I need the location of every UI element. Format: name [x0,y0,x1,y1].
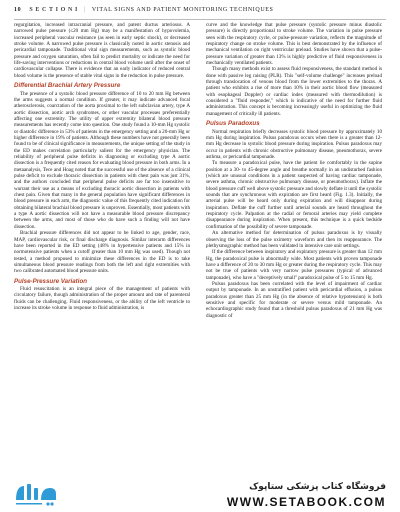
store-url[interactable]: WWW.SETABOOK.COM [226,495,386,509]
section-label: S E C T I O N I [29,7,78,13]
right-column [206,22,382,484]
paragraph: Brachial pressure differences did not appear to be linked to age, gender, race, MAP, cardiovascular risk, or final discharge diagnosis. Similar interarm differences have been reported in the ED setting (48% in hypertensive patients and 15% in normotensive patients when a cutoff greater than 10 mm Hg was used). Though not tested, a method proposed to minimize these differences in the ED is to take simultaneous blood pressure readings from both the left and right extremities with two calibrated automated blood pressure units. [14,230,190,275]
setabook-logo-icon [10,476,62,510]
running-head: 10 S E C T I O N I | VITAL SIGNS AND PATIENT MONITORING TECHNIQUES [14,7,274,13]
paragraph: The presence of a systolic blood pressure difference of 10 to 20 mm Hg between the arms suggests a normal condition. If greater, it may indicate advanced focal atherosclerosis, coarctation of the aorta proximal to the left subclavian artery, type A aortic dissection, aortic arch syndromes, or other vascular processes preferentially affecting one extremity. The utility of upper extremity bilateral blood pressure measurements has recently come into question. One study found a 10-mm Hg systolic or diastolic difference in 53% of patients in the emergency setting and a 20-mm Hg or higher difference in 19% of patients. Although these numbers have not generally been found to be of clinical significance in measurements, the unique setting of the study in the ED makes correlation particularly salient for the emergency physician. The reliability of peripheral pulse deficits in diagnosing or excluding type A aortic dissection is a frequently cited reason for evaluating blood pressure in both arms. In a metaanalysis, Tece and Hoag noted that the successful use of the absence of a clinical pulse deficit to exclude thoracic dissection in patients with chest pain was just 31%, and the authors concluded that peripheral pulse deficits are far too insensitive to warrant their use as a means of excluding thoracic aortic dissection in patients with chest pain. Given that many in the general population have significant differences in blood pressure in each arm, the diagnostic value of this frequently cited indication for obtaining bilateral brachial blood pressure is unproven. Essentially, most patients with a type A aortic dissection will not have a measurable blood pressure discrepancy between the arms, and most of those who do have such a finding will not have dissection. [14,90,190,230]
watermark-footer [0,476,400,512]
paragraph: regurgitation, increased intracranial pressure, and patent ductus arteriosus. A narrowed pulse pressure (≤20 mm Hg) may be a manifestation of hypovolemia, increased peripheral vascular resistance (as seen in early septic shock), or decreased stroke volume. A narrowed pulse pressure is classically noted in aortic stenosis and pericardial tamponade. Traditional vital sign measurements, such as systolic blood pressure and oxygen saturation, often fail to predict mortality or indicate the need for life-saving interventions or reductions in central blood volume until after the onset of cardiovascular collapse. There is evidence that an early indicator of reduced central blood volume is the presence of stable vital signs in the reduction in pulse pressure. [14,22,190,79]
paragraph: Though many methods exist to assess fluid responsiveness, the standard method is done with passive leg raising (PLR). This "self-volume challenge" increases preload through translocation of venous blood from the lower extremities to the thorax. A patient who exhibits a rise of more than 10% in their aortic blood flow (measured with esophageal Doppler) or cardiac index (measured with thermodilution) is considered a "fluid responder," which is indicative of the need for further fluid administration. This concept is becoming increasingly useful in optimizing the fluid management of critically ill patients. [206,66,382,117]
chapter-title: VITAL SIGNS AND PATIENT MONITORING TECHNIQUES [91,7,274,13]
store-name: فروشگاه کتاب پزشکی ستاپوک [249,482,386,492]
header-divider [14,19,386,20]
paragraph: Fluid resuscitation is an integral piece of the management of patients with circulatory failure, though administration of the proper amount and rate of parenteral fluids can be challenging. Fluid responsiveness, or the ability of the left ventricle to increase its stroke volume in response to fluid administration, is [14,286,190,312]
section-heading-pulse-pressure-variation: Pulse-Pressure Variation [14,277,88,285]
left-column [14,22,190,484]
section-heading-pulsus-paradoxus: Pulsus Paradoxus [206,120,260,128]
paragraph: Normal respiration briefly decreases systolic blood pressure by approximately 10 mm Hg during inspiration. Pulsus paradoxus occurs when there is a greater than 12-mm Hg decrease in systolic blood pressure during inspiration. Pulsus paradoxus may occur in patients with chronic obstructive pulmonary disease, pneumothorax, severe asthma, or pericardial tamponade. [206,128,382,161]
page-number: 10 [14,7,22,13]
paragraph: An alternative method for determination of pulsus paradoxus is by visually observing the loss of the pulse oximetry waveform and then its reappearance. The plethysmographic method has been validated in intensive care unit settings. [206,230,382,249]
paragraph: To measure a paradoxical pulse, have the patient lie comfortably in the supine position at a 30- to 45-degree angle and breathe normally in an undisturbed fashion (which are unusual conditions in a patient suspected of having cardiac tamponade, severe asthma, chronic obstructive pulmonary disease, or pneumothorax). Inflate the blood pressure cuff well above systolic pressure and slowly deflate it until the systolic sounds that are synchronous with expiration are first heard (Fig. 1.3). Initially, the arterial pulse will be heard only during expiration and will disappear during inspiration. Deflate the cuff further until arterial sounds are heard throughout the respiratory cycle. Palpation at the radial or femoral arteries may yield complete disappearance during inspiration. When present, this technique is a quick bedside confirmation of the possibility of severe tamponade. [206,160,382,230]
paragraph: curve and the knowledge that pulse pressure (systolic pressure minus diastolic pressure) is directly proportional to stroke volume. The variation in pulse pressure seen with the respiratory cycle, or pulse-pressure variation, reflects the magnitude of respiratory change on stroke volume. This is best demonstrated by the influence of mechanical ventilation on right ventricular preload. Studies have shown that a pulse-pressure variation of greater than 13% is highly predictive of fluid responsiveness in mechanically ventilated patients. [206,22,382,67]
paragraph: If the difference between inspiratory and expiratory pressure is greater than 12 mm Hg, the paradoxical pulse is abnormally wide. Most patients with proven tamponade have a difference of 20 to 30 mm Hg or greater during the respiratory cycle. This may not be true of patients with very narrow pulse pressures (typical of advanced tamponade), who have a "deceptively small" paradoxical pulse of 5 to 15 mm Hg. [206,249,382,281]
section-heading-differential: Differential Brachial Artery Pressure [14,82,121,90]
paragraph: Pulsus paradoxus has been correlated with the level of impairment of cardiac output by tamponade. In an unstratified patient with pericardial effusion, a pulsus paradoxus greater than 25 mm Hg (in the absence of relative hypotension) is both sensitive and specific for moderate or severe versus mild tamponade. An echocardiographic study found that a threshold pulsus paradoxus of 21 mm Hg was diagnostic of [206,280,382,319]
